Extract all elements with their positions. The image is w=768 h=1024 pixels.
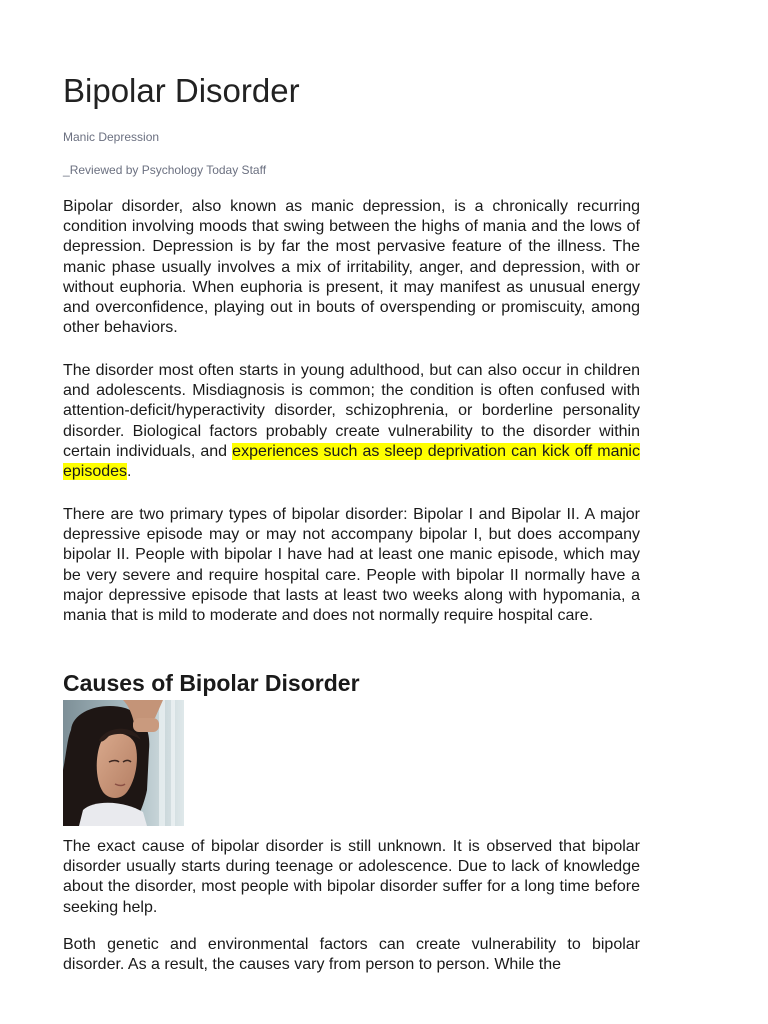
highlighted-text: experiences such as sleep deprivation can kick off manic episodes [63, 442, 640, 481]
paragraph-causes-intro: The exact cause of bipolar disorder is still unknown. It is observed that bipolar disorder usually starts during teenage or adolescence. Due to lack of knowledge about the disorder, most people with bipolar disorder suffer for a long time before seeking help. [63, 838, 640, 916]
byline-prefix: _ [63, 163, 70, 177]
paragraph-causes-factors: Both genetic and environmental factors can create vulnerability to bipolar disorder. As a result, the causes vary from person to person. While the [63, 936, 640, 974]
page-title: Bipolar Disorder [63, 72, 300, 109]
paragraph-intro: Bipolar disorder, also known as manic depression, is a chronically recurring condition involving moods that swing between the highs of mania and the lows of depression. Depression is by far the most pervasive feature of the illness. The manic phase usually involves a mix of irritability, anger, and depression, with or without euphoria. When euphoria is present, it may manifest as unusual energy and overconfidence, playing out in bouts of overspending or promiscuity, among other behaviors. [63, 198, 640, 337]
reviewed-byline [63, 163, 266, 177]
paragraph-onset [63, 361, 640, 482]
woman-portrait-image [63, 700, 184, 826]
paragraph-types: There are two primary types of bipolar disorder: Bipolar I and Bipolar II. A major depressive episode may or may not accompany bipolar I, but does accompany bipolar II. People with bipolar I have had at least one manic episode, which may be very severe and require hospital care. People with bipolar II normally have a major depressive episode that lasts at least two weeks along with hypomania, a mania that is mild to moderate and does not normally require hospital care. [63, 506, 640, 625]
paragraph-onset-text: The disorder most often starts in young adulthood, but can also occur in children and adolescents. Misdiagnosis is common; the condition is often confused with attention-deficit/hyperactivity disorder, schizophrenia, or borderline personality disorder. Biological factors probably create vulnerability to the disorder within certain individuals, and [63, 362, 640, 460]
section-heading-causes: Causes of Bipolar Disorder [63, 670, 360, 696]
reviewed-by-text: Reviewed by Psychology Today Staff [69, 163, 267, 177]
portrait-illustration [63, 700, 184, 826]
paragraph-onset-end: . [127, 463, 132, 481]
article-subtitle: Manic Depression [63, 130, 160, 144]
